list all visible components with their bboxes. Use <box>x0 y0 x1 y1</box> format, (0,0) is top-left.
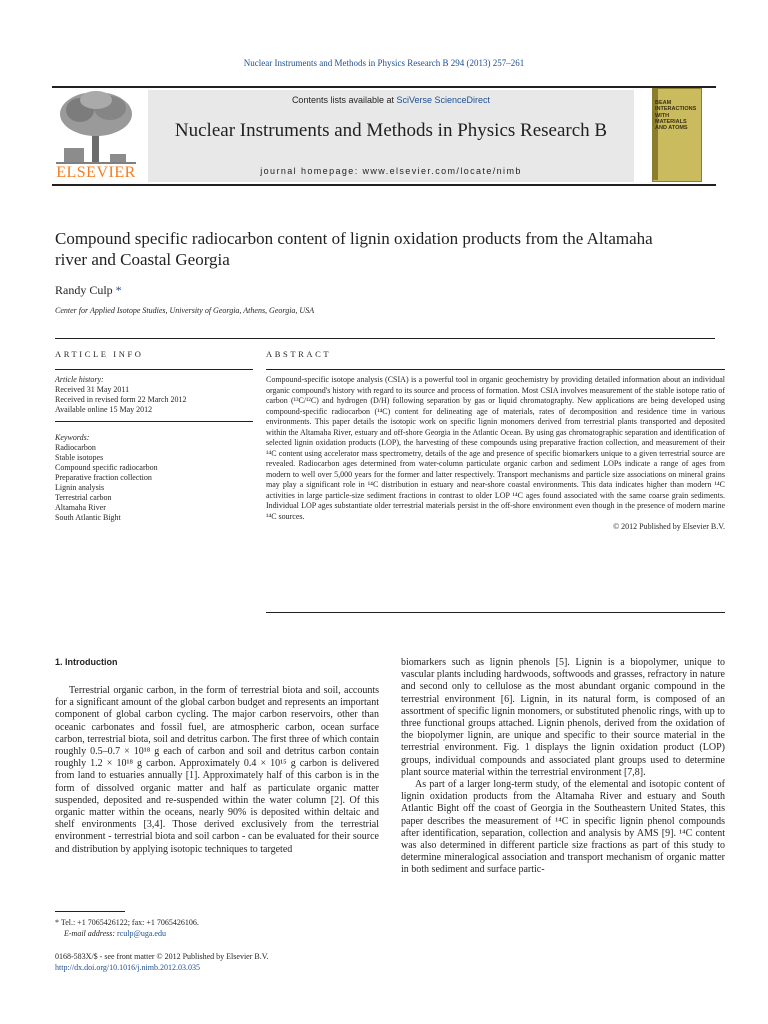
abstract-copyright: © 2012 Published by Elsevier B.V. <box>613 522 725 531</box>
keyword-item: Terrestrial carbon <box>55 493 112 502</box>
history-item: Available online 15 May 2012 <box>55 405 153 414</box>
article-info-divider <box>55 421 253 422</box>
keyword-item: Stable isotopes <box>55 453 104 462</box>
author-line <box>55 283 122 298</box>
keyword-item: Lignin analysis <box>55 483 105 492</box>
doi-link[interactable]: http://dx.doi.org/10.1016/j.nimb.2012.03.035 <box>55 963 200 972</box>
keyword-item: Radiocarbon <box>55 443 96 452</box>
footnote-mark: * <box>55 918 59 927</box>
author-name[interactable]: Randy Culp <box>55 283 113 297</box>
header-bottom-rule <box>52 184 716 186</box>
history-item: Received in revised form 22 March 2012 <box>55 395 187 404</box>
article-history <box>55 375 255 415</box>
contents-line <box>148 95 634 105</box>
body-paragraph: As part of a larger long-term study, of the elemental and isotopic content of lignin oxidation products from the Altamaha River and estuary and South Atlantic Bight off the coast of Georgia in the Southeastern United States, this paper describes the measurement of ¹⁴C in specific lignin phenol compounds after identification, separation, collection and analysis by AMS [9]. ¹⁴C content was also determined in different particle size fractions as part of this study to determine mineralogical association and transport mechanism of organic matter in both sediment and surface partic- <box>401 779 725 876</box>
body-paragraph: biomarkers such as lignin phenols [5]. Lignin is a biopolymer, unique to vascular plants including hardwoods, softwoods and grasses, refractory in nature and second only to cellulose as the most abundant organic compound in the terrestrial environment [6]. Lignin, in its natural form, is composed of an assortment of specific lignin monomers, or substituted phenolic rings, with up to three functional groups attached. Lignin phenols, derived from the oxidation of the biopolymer lignin, are unique and specific to their source material in the terrestrial environment. Fig. 1 displays the lignin oxidation product (LOP) groups, individual compounds and associated plant groups used to determine plant source material within the terrestrial environment [7,8]. <box>401 657 725 778</box>
author-email-link[interactable]: rculp@uga.edu <box>117 929 166 938</box>
footnote-rule <box>55 911 125 912</box>
article-info-rule <box>55 369 253 370</box>
sciencedirect-link[interactable]: SciVerse ScienceDirect <box>396 95 491 105</box>
journal-homepage[interactable]: journal homepage: www.elsevier.com/locate/nimb <box>260 166 522 176</box>
keywords-list <box>55 433 255 523</box>
journal-cover-text: BEAM INTERACTIONS WITH MATERIALS AND ATOMS <box>655 100 697 132</box>
keyword-item: South Atlantic Bight <box>55 513 121 522</box>
abstract-rule <box>266 369 725 370</box>
author-footnote <box>55 917 199 939</box>
abstract-heading: ABSTRACT <box>266 349 332 359</box>
front-matter-line: 0168-583X/$ - see front matter © 2012 Published by Elsevier B.V. <box>55 952 269 961</box>
keyword-item: Compound specific radiocarbon <box>55 463 158 472</box>
section-heading-introduction: 1. Introduction <box>55 657 118 667</box>
contents-prefix: Contents lists available at <box>291 95 397 105</box>
publication-footer <box>55 951 268 973</box>
author-affiliation: Center for Applied Isotope Studies, University of Georgia, Athens, Georgia, USA <box>55 306 315 315</box>
corresponding-author-mark[interactable]: * <box>115 283 122 297</box>
article-info-heading: ARTICLE INFO <box>55 349 144 359</box>
body-column-right <box>401 657 725 877</box>
paper-title: Compound specific radiocarbon content of lignin oxidation products from the Altamaha river and Coastal Georgia <box>55 229 653 269</box>
abstract-text: Compound-specific isotope analysis (CSIA) is a powerful tool in organic geochemistry by providing detailed information about an individual organic compound's history with regard to its source and process of formation. Most CSIA involves measurement of the stable isotope ratio of carbon (¹³C/¹²C) and hydrogen (D/H) following separation by gas or liquid chromatography. New applications are being developed using compound-specific radiocarbon (¹⁴C) content for delineating age of materials, rates of decomposition and residence time in various environments. This paper details the isotopic work on specific lignin monomers derived from terrestrial plants transported and deposited within the Altamaha River, estuary and off-shore Georgia in the Atlantic Ocean. By using gas chromatographic separation and identification of selected lignin oxidation products (LOP), the harvesting of these compounds using preparative fraction collection, and measurement of their ¹⁴C content using accelerator mass spectrometry, details of the age and presence of specific biomarkers unique to a given terrestrial source are revealed. Radiocarbon ages determined from water-column particulate organic carbon and sediment LOPs indicate a range of ages from modern to well over 5,000 years for the former and latter respectively. Transport mechanisms and particle size associations on mineral grains may play a significant role in ¹⁴C distribution in estuary and near-shore coastal environments. This data indicates higher than modern ¹⁴C activities in large particle-size sediment fractions in contrast to older LOP ¹⁴C ages found associated with the same coarse grain sediments. Individual LOP ages substantiate older terrestrial materials persist in the off-shore environment even though in the presence of modern marine ¹⁴C sources. <box>266 375 725 521</box>
history-item: Received 31 May 2011 <box>55 385 130 394</box>
email-label: E-mail address: <box>64 929 118 938</box>
footnote-tel: Tel.: +1 7065426122; fax: +1 7065426106. <box>60 918 199 927</box>
publisher-logo-text: ELSEVIER <box>56 164 136 181</box>
article-history-label: Article history: <box>55 375 104 384</box>
keyword-item: Preparative fraction collection <box>55 473 152 482</box>
keywords-label: Keywords: <box>55 433 90 442</box>
journal-title: Nuclear Instruments and Methods in Physics Research B <box>174 120 608 141</box>
keyword-item: Altamaha River <box>55 503 106 512</box>
abstract-bottom-rule <box>266 612 725 613</box>
section-rule <box>55 338 715 339</box>
body-paragraph: Terrestrial organic carbon, in the form of terrestrial biota and soil, accounts for a significant amount of the global carbon budget and represents an important component of global carbon cycling. The major carbon reservoirs, other than oceanic carbonates and fossil fuel, are atmospheric carbon, ocean surface carbon, terrestrial biota, soil and detritus carbon. The first three of which contain roughly 0.5–0.7 × 10¹⁸ g each of carbon and soil and detritus carbon contain roughly 1.2 × 10¹⁸ g carbon. Approximately 0.4 × 10¹⁵ g carbon is delivered from land to estuaries annually [1]. Approximately half of this carbon is in the form of dissolved organic matter and half as particulate organic matter suspended, deposited and re-suspended within the water column [2]. Of this organic matter within the oceans, nearly 90% is deposited within deltaic and shelf environments [3,4]. Those derived exclusively from the terrestrial environment - terrestrial biota and soil carbon - can be evaluated for their source and distribution by applying isotopic techniques to targeted <box>55 685 379 855</box>
body-column-left <box>55 685 379 856</box>
abstract-body <box>266 375 725 533</box>
journal-citation[interactable]: Nuclear Instruments and Methods in Physics Research B 294 (2013) 257–261 <box>243 58 525 68</box>
header-top-rule <box>52 86 716 88</box>
